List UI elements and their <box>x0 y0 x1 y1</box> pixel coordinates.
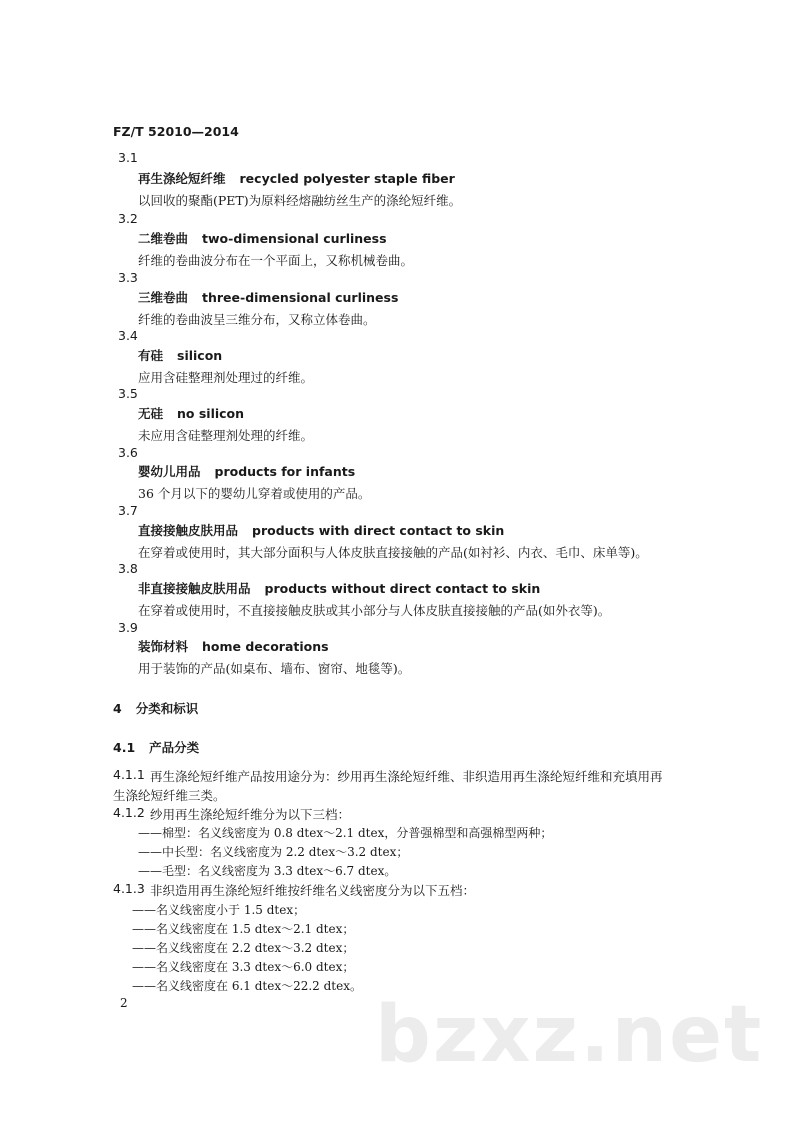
list-item: ——名义线密度在 3.3 dtex～6.0 dtex； <box>132 960 355 974</box>
term-cn: 三维卷曲 <box>138 290 189 305</box>
term-cn: 二维卷曲 <box>138 231 189 246</box>
term-number: 3.5 <box>118 386 138 401</box>
term-en: home decorations <box>202 639 329 654</box>
term-heading <box>138 406 244 422</box>
term-cn: 直接接触皮肤用品 <box>138 523 239 538</box>
term-en: products with direct contact to skin <box>252 523 505 538</box>
term-definition: 36 个月以下的婴幼儿穿着或使用的产品。 <box>138 486 371 501</box>
term-heading <box>138 639 329 655</box>
term-en: products for infants <box>214 464 356 479</box>
term-heading <box>138 523 504 539</box>
clause-text: 纱用再生涤纶短纤维分为以下三档： <box>150 807 351 822</box>
page-number: 2 <box>120 996 128 1010</box>
term-en: recycled polyester staple fiber <box>239 171 455 186</box>
term-number: 3.1 <box>118 150 138 165</box>
clause-text: 非织造用再生涤纶短纤维按纤维名义线密度分为以下五档： <box>150 883 476 898</box>
term-en: products without direct contact to skin <box>264 581 541 596</box>
term-heading <box>138 290 398 306</box>
list-item: ——中长型：名义线密度为 2.2 dtex～3.2 dtex； <box>138 845 409 859</box>
watermark: bzxz.net <box>375 990 764 1080</box>
term-number: 3.8 <box>118 561 138 576</box>
term-heading <box>138 464 355 480</box>
term-en: two-dimensional curliness <box>202 231 387 246</box>
section-title: 分类和标识 <box>135 701 199 716</box>
term-cn: 再生涤纶短纤维 <box>138 171 226 186</box>
term-heading <box>138 581 540 597</box>
term-definition: 应用含硅整理剂处理过的纤维。 <box>138 370 314 385</box>
clause-number: 4.1.1 <box>113 767 145 782</box>
list-item: ——棉型：名义线密度为 0.8 dtex～2.1 dtex，分普强棉型和高强棉型两种； <box>138 826 553 840</box>
term-definition: 未应用含硅整理剂处理的纤维。 <box>138 428 314 443</box>
term-definition: 用于装饰的产品(如桌布、墙布、窗帘、地毯等)。 <box>138 661 411 676</box>
standard-number: FZ/T 52010—2014 <box>113 124 239 139</box>
term-cn: 装饰材料 <box>138 639 189 654</box>
term-definition: 以回收的聚酯(PET)为原料经熔融纺丝生产的涤纶短纤维。 <box>138 193 462 208</box>
term-number: 3.2 <box>118 211 138 226</box>
term-heading <box>138 231 387 247</box>
list-item: ——名义线密度在 6.1 dtex～22.2 dtex。 <box>132 979 362 993</box>
list-item: ——毛型：名义线密度为 3.3 dtex～6.7 dtex。 <box>138 864 397 878</box>
term-number: 3.6 <box>118 445 138 460</box>
term-cn: 无硅 <box>138 406 164 421</box>
term-number: 3.9 <box>118 620 138 635</box>
term-definition: 纤维的卷曲波呈三维分布，又称立体卷曲。 <box>138 312 376 327</box>
term-definition: 纤维的卷曲波分布在一个平面上，又称机械卷曲。 <box>138 253 414 268</box>
section-heading <box>113 699 198 717</box>
list-item: ——名义线密度在 2.2 dtex～3.2 dtex； <box>132 941 355 955</box>
clause-number: 4.1.3 <box>113 881 145 896</box>
subsection-title: 产品分类 <box>149 740 200 755</box>
clause-number: 4.1.2 <box>113 805 145 820</box>
term-heading <box>138 171 455 187</box>
list-item: ——名义线密度小于 1.5 dtex； <box>132 903 306 917</box>
subsection-heading <box>113 738 199 756</box>
term-number: 3.3 <box>118 270 138 285</box>
term-en: no silicon <box>177 406 245 421</box>
term-cn: 有硅 <box>138 348 164 363</box>
clause-text-continued: 生涤纶短纤维三类。 <box>113 788 226 803</box>
term-number: 3.7 <box>118 503 138 518</box>
term-en: silicon <box>177 348 223 363</box>
subsection-number: 4.1 <box>113 740 136 755</box>
term-number: 3.4 <box>118 328 138 343</box>
list-item: ——名义线密度在 1.5 dtex～2.1 dtex； <box>132 922 355 936</box>
term-en: three-dimensional curliness <box>202 290 399 305</box>
section-number: 4 <box>113 701 122 716</box>
term-definition: 在穿着或使用时，不直接接触皮肤或其小部分与人体皮肤直接接触的产品(如外衣等)。 <box>138 603 611 618</box>
term-cn: 婴幼儿用品 <box>138 464 201 479</box>
term-definition: 在穿着或使用时，其大部分面积与人体皮肤直接接触的产品(如衬衫、内衣、毛巾、床单等)。 <box>138 545 648 560</box>
term-heading <box>138 348 222 364</box>
clause-text: 再生涤纶短纤维产品按用途分为：纱用再生涤纶短纤维、非织造用再生涤纶短纤维和充填用再 <box>150 769 663 784</box>
term-cn: 非直接接触皮肤用品 <box>138 581 251 596</box>
